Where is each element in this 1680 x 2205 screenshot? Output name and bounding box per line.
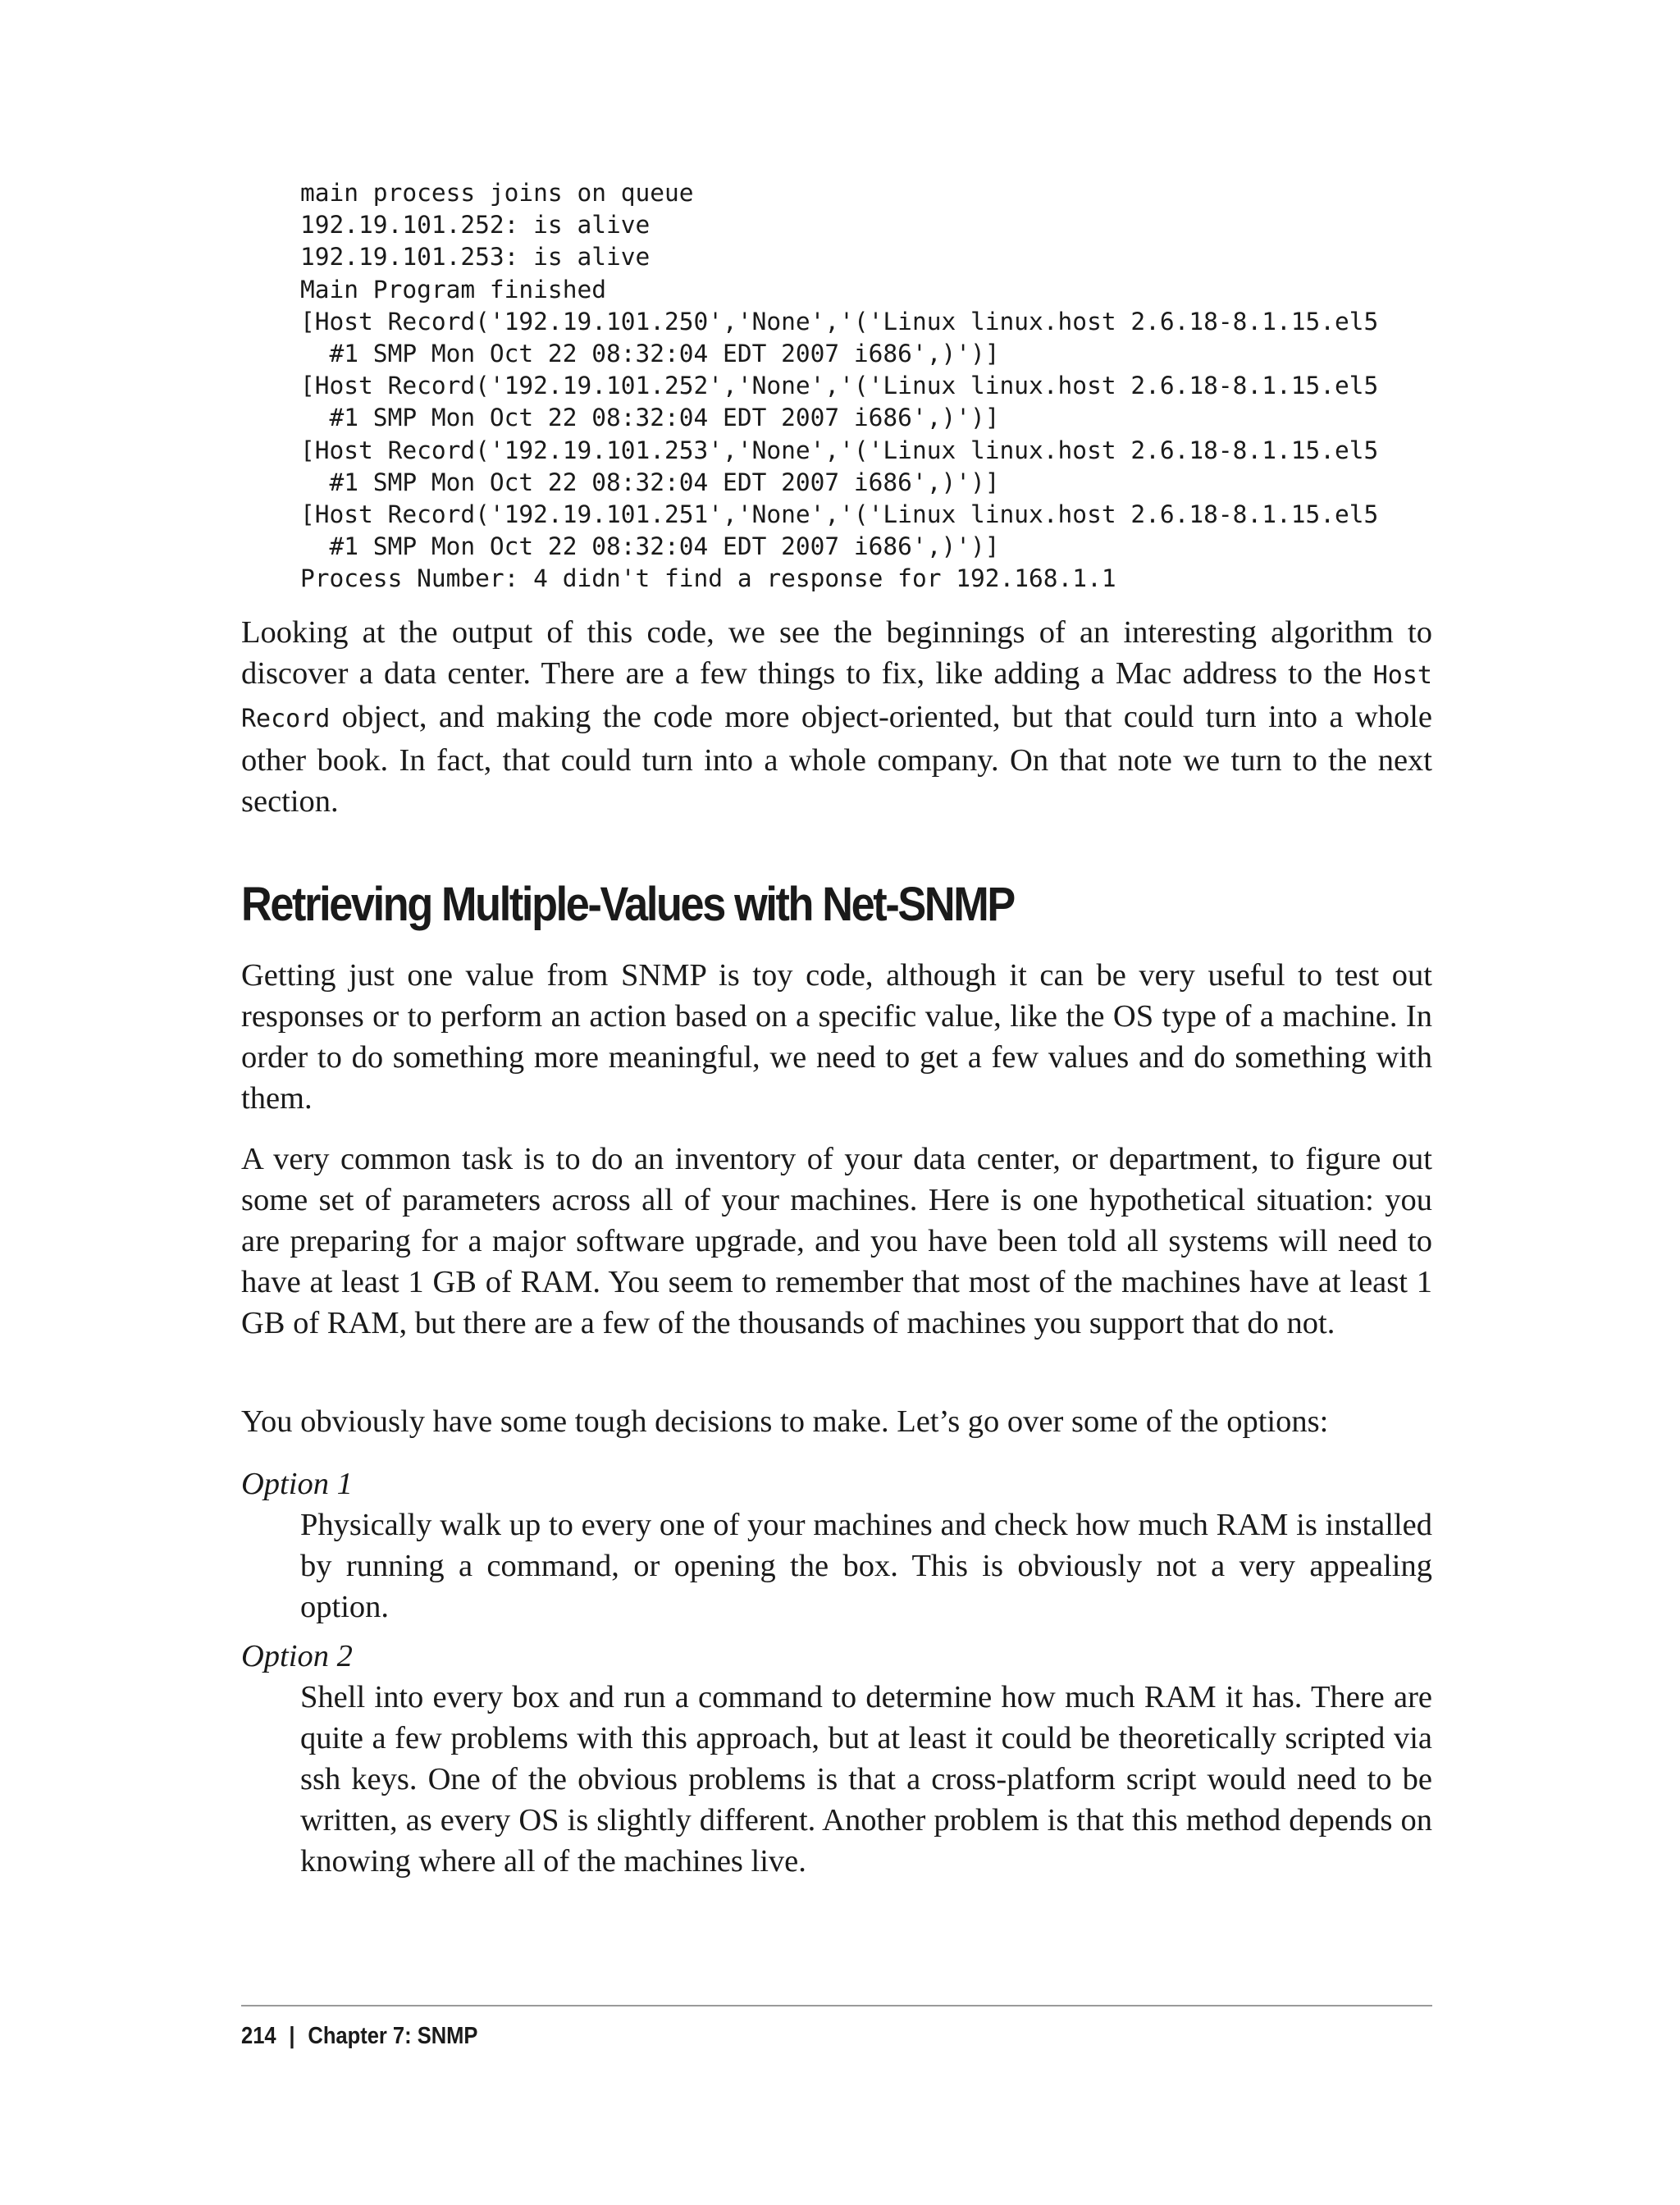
option-2-term: Option 2 bbox=[241, 1639, 353, 1673]
paragraph-text: You obviously have some tough decisions to make. Let’s go over some of the options: bbox=[241, 1404, 1329, 1439]
paragraph-toy-code bbox=[241, 955, 1432, 1119]
code-line: #1 SMP Mon Oct 22 08:32:04 EDT 2007 i686',)')] bbox=[300, 339, 1000, 368]
paragraph-text: A very common task is to do an inventory of your data center, or department, to figure out some set of parameters across all of your machines. Here is one hypothetical situation: you are preparing for a major software upgrade, and you have been told all systems will need to have at least 1 GB of RAM. You seem to remember that most of the machines have at least 1 GB of RAM, but there are a few of the thousands of machines you support that do not. bbox=[241, 1142, 1432, 1340]
section-heading: Retrieving Multiple-Values with Net-SNMP bbox=[241, 878, 1014, 931]
code-line: Process Number: 4 didn't find a response for 192.168.1.1 bbox=[300, 564, 1116, 593]
paragraph-text: object, and making the code more object-oriented, but that could turn into a whole other book. In fact, that could turn into a whole company. On that note we turn to the next section. bbox=[241, 700, 1432, 819]
page-number: 214 bbox=[241, 2023, 276, 2049]
code-line: main process joins on queue bbox=[300, 179, 694, 207]
code-line: #1 SMP Mon Oct 22 08:32:04 EDT 2007 i686',)')] bbox=[300, 532, 1000, 561]
footer-divider bbox=[241, 2005, 1432, 2006]
code-line: #1 SMP Mon Oct 22 08:32:04 EDT 2007 i686',)')] bbox=[300, 404, 1000, 432]
paragraph-options-intro bbox=[241, 1401, 1432, 1442]
paragraph-inventory bbox=[241, 1139, 1432, 1344]
code-line: 192.19.101.252: is alive bbox=[300, 211, 651, 240]
footer-separator: | bbox=[289, 2023, 295, 2049]
option-1-description: Physically walk up to every one of your machines and check how much RAM is installed by running a command, or opening the box. This is obviously not a very appealing option. bbox=[300, 1508, 1432, 1624]
paragraph-output-discussion bbox=[241, 612, 1432, 822]
code-line: [Host Record('192.19.101.253','None','('Linux linux.host 2.6.18-8.1.15.el5 bbox=[300, 436, 1379, 464]
option-2-description: Shell into every box and run a command to determine how much RAM it has. There are quite a few problems with this approach, but at least it could be theoretically scripted via ssh keys. One of the obvious problems is that a cross-platform script would need to be written, as every OS is slightly different. Another problem is that this method depends on knowing where all of the machines live. bbox=[300, 1680, 1432, 1879]
page-footer bbox=[241, 2021, 477, 2051]
code-line: [Host Record('192.19.101.251','None','('Linux linux.host 2.6.18-8.1.15.el5 bbox=[300, 500, 1379, 528]
code-line: [Host Record('192.19.101.252','None','('Linux linux.host 2.6.18-8.1.15.el5 bbox=[300, 372, 1379, 400]
code-line: #1 SMP Mon Oct 22 08:32:04 EDT 2007 i686',)')] bbox=[300, 468, 1000, 496]
code-line: [Host Record('192.19.101.250','None','('Linux linux.host 2.6.18-8.1.15.el5 bbox=[300, 307, 1379, 336]
option-1-term: Option 1 bbox=[241, 1467, 353, 1501]
code-line: 192.19.101.253: is alive bbox=[300, 243, 651, 272]
paragraph-text: Getting just one value from SNMP is toy code, although it can be very useful to test out responses or to perform an action based on a specific value, like the OS type of a machine. In order to do something more meaningful, we need to get a few values and do something with them. bbox=[241, 958, 1432, 1116]
code-line: Main Program finished bbox=[300, 275, 606, 304]
inline-code-host-record: Host Record bbox=[241, 661, 1432, 733]
paragraph-text: Looking at the output of this code, we see the beginnings of an interesting algorithm to discover a data center. There are a few things to fix, like adding a Mac address to the bbox=[241, 615, 1432, 691]
chapter-title: Chapter 7: SNMP bbox=[308, 2023, 478, 2049]
code-output-block bbox=[300, 177, 1449, 595]
